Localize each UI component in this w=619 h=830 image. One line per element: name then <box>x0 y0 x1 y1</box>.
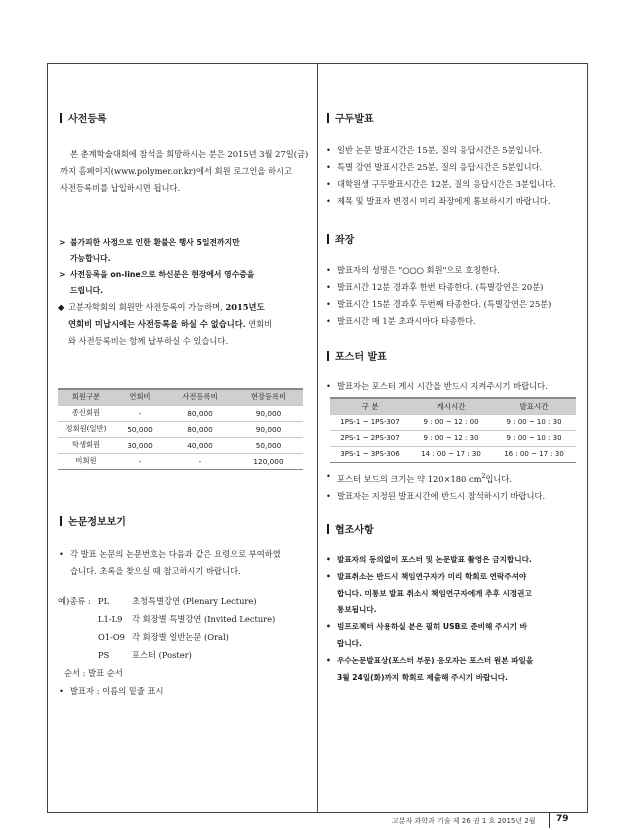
fee-cell: 30,000 <box>114 437 166 453</box>
table-row <box>330 414 576 430</box>
poster-cell: 9 : 00 ~ 12 : 00 <box>410 414 492 430</box>
paper-info-title <box>60 513 126 528</box>
note-receipt-line-2: 드립니다. <box>70 286 104 295</box>
chair-item: 발표시간 12분 경과후 한번 타종한다. (특별강연은 20분) <box>337 282 544 292</box>
diamond-icon: ◆ <box>58 302 65 312</box>
cooperation-line: 발표취소는 반드시 책임연구자가 미리 학회로 연락주셔야 <box>337 571 527 581</box>
poster-note-top <box>325 378 587 394</box>
code-value: PS <box>98 650 110 660</box>
bullet-icon: • <box>326 179 331 189</box>
bullet-icon: • <box>326 196 331 206</box>
paper-code-list <box>58 592 275 682</box>
fee-cell: 80,000 <box>166 421 234 437</box>
fee-header-type: 회원구분 <box>58 389 114 405</box>
list-item <box>325 193 587 210</box>
list-item <box>325 142 587 159</box>
note-refund-line-2: 가능합니다. <box>70 254 111 263</box>
bullet-icon: • <box>326 299 331 309</box>
presenter-line: 발표자 : 이름의 밑줄 표시 <box>70 686 164 696</box>
table-row <box>58 437 303 453</box>
poster-header-display: 게시시간 <box>410 398 492 414</box>
cooperation-line: 발표자의 동의없이 포스터 및 논문발표 촬영은 금지합니다. <box>337 555 532 564</box>
fee-cell: 120,000 <box>234 453 303 469</box>
presenter-note-item <box>58 683 313 699</box>
poster-item-top: 발표자는 포스터 게시 시간을 반드시 지켜주시기 바랍니다. <box>337 381 548 391</box>
list-item <box>325 488 587 505</box>
poster-cell: 9 : 00 ~ 10 : 30 <box>492 414 576 430</box>
footer-separator <box>549 812 550 828</box>
membership-note-line-2: 연회비 <box>245 319 273 329</box>
cooperation-line: 통보됩니다. <box>337 605 377 615</box>
code-desc: 각 회장별 특별강연 (Invited Lecture) <box>132 614 276 624</box>
fee-cell: 비회원 <box>58 453 114 469</box>
paper-info-intro-item <box>58 546 313 580</box>
fee-cell: 80,000 <box>166 405 234 421</box>
list-item <box>325 552 587 569</box>
registration-line-3: 사전등록비를 납입하시면 됩니다. <box>60 183 181 193</box>
paper-info-intro <box>58 546 313 580</box>
poster-header-presentation: 발표시간 <box>492 398 576 414</box>
chair-title-text: 좌장 <box>335 235 355 246</box>
list-item <box>325 296 587 313</box>
chair-title <box>327 231 354 246</box>
cooperation-line: 3월 24일(화)까지 학회로 제출해 주시기 바랍니다. <box>337 672 508 682</box>
table-row <box>330 446 576 462</box>
bullet-icon: • <box>326 265 331 275</box>
chair-item: 발표시간 매 1분 초과시마다 타종한다. <box>337 316 476 326</box>
code-desc: 초청특별강연 (Plenary Lecture) <box>132 596 257 606</box>
section-bar-icon <box>60 516 62 526</box>
poster-title-text: 포스터 발표 <box>335 352 387 363</box>
bullet-icon: • <box>59 549 64 559</box>
cooperation-line: 빔프로젝터 사용하실 분은 필히 USB로 준비해 주시기 바 <box>337 622 527 632</box>
note-refund <box>58 235 308 267</box>
chair-item: 발표시간 15분 경과후 두번째 타종한다. (특별강연은 25분) <box>337 299 552 309</box>
poster-table <box>330 397 576 463</box>
code-value: L1-L9 <box>98 614 123 624</box>
oral-item: 특별 강연 발표시간은 25분, 질의 응답시간은 5분입니다. <box>337 162 543 172</box>
bullet-icon: • <box>326 162 331 172</box>
table-row <box>58 453 303 469</box>
list-item <box>325 569 587 619</box>
column-divider <box>317 63 318 813</box>
fee-cell: 90,000 <box>234 421 303 437</box>
cooperation-line: 합니다. 미통보 발표 취소시 책임연구자에게 추후 시정권고 <box>337 588 532 598</box>
bullet-icon: • <box>326 490 331 501</box>
presenter-note <box>58 683 313 699</box>
list-item <box>58 646 275 664</box>
poster-item-bottom: 발표자는 지정된 발표시간에 반드시 참석하시기 바랍니다. <box>337 490 546 501</box>
section-bar-icon <box>327 234 329 244</box>
code-desc: 각 회장별 일반논문 (Oral) <box>132 632 229 642</box>
fee-cell: 종신회원 <box>58 405 114 421</box>
bullet-icon: • <box>326 471 331 481</box>
membership-note <box>58 299 313 350</box>
bullet-icon: • <box>326 145 331 155</box>
poster-header-group: 구 분 <box>330 398 410 414</box>
paper-info-intro-line-1: 각 발표 논문의 논문번호는 다음과 같은 요령으로 부여하였 <box>70 549 281 559</box>
fee-table-header <box>58 389 303 405</box>
list-item <box>325 378 587 394</box>
poster-size-text: 포스터 보드의 크기는 약 120×180 cm <box>337 473 482 484</box>
poster-cell: 14 : 00 ~ 17 : 30 <box>410 446 492 462</box>
fee-header-pre: 사전등록비 <box>166 389 234 405</box>
poster-cell: 16 : 00 ~ 17 : 30 <box>492 446 576 462</box>
poster-cell: 2PS-1 ~ 2PS-307 <box>330 430 410 446</box>
fee-cell: 40,000 <box>166 437 234 453</box>
fee-cell: 정회원(일반) <box>58 421 114 437</box>
code-label <box>58 646 98 664</box>
registration-line-2: 까지 홈페이지(www.polymer.or.kr)에서 회원 로그인을 하시고 <box>60 166 293 176</box>
fee-table <box>58 388 303 470</box>
code-label <box>58 610 98 628</box>
membership-note-line-2-bold: 연회비 미납시에는 사전등록을 하실 수 없습니다. <box>68 319 246 329</box>
oral-item: 제목 및 발표자 변경시 미리 좌장에게 통보하시기 바랍니다. <box>337 196 551 206</box>
registration-title <box>60 110 107 125</box>
membership-note-item <box>58 299 313 350</box>
poster-title <box>327 348 387 363</box>
bullet-icon: • <box>326 571 331 581</box>
fee-cell: 학생회원 <box>58 437 114 453</box>
cooperation-list <box>325 552 587 686</box>
registration-notes <box>58 235 308 299</box>
paper-info-intro-line-2: 습니다. 초록을 찾으실 때 참고하시기 바랍니다. <box>70 566 241 576</box>
note-refund-line-1: 불가피한 사정으로 인한 환불은 행사 5일전까지만 <box>70 238 240 247</box>
list-item <box>58 628 275 646</box>
fee-cell: 50,000 <box>114 421 166 437</box>
oral-item: 대학원생 구두발표시간은 12분, 질의 응답시간은 3분입니다. <box>337 179 556 189</box>
fee-header-annual: 연회비 <box>114 389 166 405</box>
note-receipt <box>58 267 308 299</box>
poster-table-header <box>330 398 576 414</box>
list-item <box>325 176 587 193</box>
membership-note-line-1-bold: 2015년도 <box>225 302 265 312</box>
poster-size-suffix: 입니다. <box>485 473 512 484</box>
oral-title <box>327 110 374 125</box>
note-receipt-line-1: 사전등록을 on-line으로 하신분은 현장에서 영수증을 <box>70 270 255 279</box>
bullet-icon: • <box>326 316 331 326</box>
code-label: 예)종류 : <box>58 596 91 606</box>
list-item <box>58 592 275 610</box>
bullet-icon: • <box>326 282 331 292</box>
section-bar-icon <box>327 524 329 534</box>
page-number: 79 <box>556 814 569 824</box>
section-bar-icon <box>327 351 329 361</box>
order-line: 순서 : 발표 순서 <box>64 668 123 678</box>
oral-item: 일반 논문 발표시간은 15분, 질의 응답시간은 5분입니다. <box>337 145 543 155</box>
chair-item: 발표자의 성명은 "○○○ 회원"으로 호칭한다. <box>337 265 500 275</box>
membership-note-line-1: 고분자학회의 회원만 사전등록이 가능하며, <box>68 302 226 312</box>
cooperation-title <box>327 521 374 536</box>
bullet-icon: • <box>326 622 331 632</box>
fee-cell: - <box>114 405 166 421</box>
section-bar-icon <box>327 113 329 123</box>
code-desc: 포스터 (Poster) <box>132 650 192 660</box>
registration-line-1: 본 춘계학술대회에 참석을 희망하시는 분은 2015년 3월 27일(금) <box>70 149 309 159</box>
fee-cell: 90,000 <box>234 405 303 421</box>
fee-header-onsite: 현장등록비 <box>234 389 303 405</box>
poster-size-sup: 2 <box>481 473 486 480</box>
cooperation-title-text: 협조사항 <box>335 525 374 536</box>
fee-cell: - <box>166 453 234 469</box>
list-item <box>325 619 587 653</box>
bullet-icon: • <box>326 381 331 391</box>
membership-note-line-3: 와 사전등록비는 함께 납부하실 수 있습니다. <box>68 336 229 346</box>
code-value: PL <box>98 596 110 606</box>
cooperation-line: 우수논문발표상(포스터 부문) 응모자는 포스터 원본 파일을 <box>337 655 534 665</box>
list-item <box>58 664 275 682</box>
registration-paragraph <box>60 146 309 197</box>
note-marker: > <box>59 270 66 279</box>
list-item <box>325 468 587 488</box>
list-item <box>58 610 275 628</box>
table-row <box>330 430 576 446</box>
cooperation-line: 랍니다. <box>337 638 362 648</box>
oral-list <box>325 142 587 210</box>
poster-cell: 1PS-1 ~ 1PS-307 <box>330 414 410 430</box>
fee-cell: - <box>114 453 166 469</box>
code-value: O1-O9 <box>98 632 125 642</box>
bullet-icon: • <box>326 655 331 665</box>
poster-note-bottom <box>325 468 587 505</box>
poster-cell: 3PS-1 ~ 3PS-306 <box>330 446 410 462</box>
code-label <box>58 628 98 646</box>
poster-cell: 9 : 00 ~ 10 : 30 <box>492 430 576 446</box>
list-item <box>325 279 587 296</box>
journal-footer: 고분자 과학과 기술 제 26 권 1 호 2015년 2월 <box>392 817 536 825</box>
list-item <box>325 262 587 279</box>
table-row <box>58 405 303 421</box>
bullet-icon: • <box>59 686 64 696</box>
section-bar-icon <box>60 113 62 123</box>
oral-title-text: 구두발표 <box>335 114 374 125</box>
bullet-icon: • <box>326 555 331 564</box>
list-item <box>325 313 587 330</box>
list-item <box>325 159 587 176</box>
table-row <box>58 421 303 437</box>
poster-cell: 9 : 00 ~ 12 : 30 <box>410 430 492 446</box>
note-marker: > <box>59 238 66 247</box>
registration-title-text: 사전등록 <box>68 114 107 125</box>
paper-info-title-text: 논문정보보기 <box>68 517 126 528</box>
fee-cell: 50,000 <box>234 437 303 453</box>
chair-list <box>325 262 587 330</box>
list-item <box>325 653 587 687</box>
